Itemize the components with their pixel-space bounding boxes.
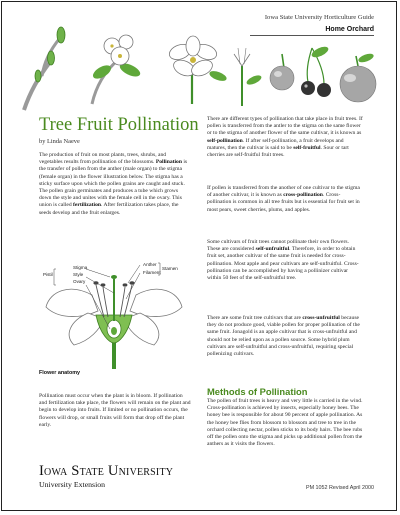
document-page <box>1 1 397 511</box>
apple-icon <box>340 52 376 102</box>
section-heading: Methods of Pollination <box>207 386 308 397</box>
right-paragraph-3: Some cultivars of fruit trees cannot pollinate their own flowers. These are considered self-unfruitful. Therefore, in order to obtain fruit set, another cultivar of the same fruit is needed for cross-pollination. Most apple and pear cultivars are self-unfruitful. Cross-pollination can be accomplished by having a pollinizer cultivar within 50 feet of the self-unfruitful tree. <box>207 239 359 282</box>
label-stamen: Stamen <box>162 266 178 271</box>
petal-fall-icon <box>234 48 263 106</box>
open-flower-icon <box>167 36 228 104</box>
blossom-cluster-icon <box>91 35 142 104</box>
label-pistil: Pistil <box>43 272 53 277</box>
cherry-pair-icon <box>301 45 331 97</box>
university-wordmark: Iowa State University <box>39 463 174 479</box>
right-paragraph-1: There are different types of pollination that take place in fruit trees. If pollen is transferred from the antler to the stigma on the same flower or to the stigma of another flower of the same cultivar, it is known as self-pollination. If after self-pollination, a fruit develops and matures, then the cultivar is said to be self-fruitful. Sour or tart cherries are self-fruitful fruit trees. <box>207 116 363 159</box>
label-style: Style <box>73 272 84 277</box>
right-paragraph-4: There are some fruit tree cultivars that are cross-unfruitful because they do not produce good, viable pollen for proper pollination of the same fruit. Jonagold is an apple cultivar that is cross-unfruitful and should not be relied upon as a pollen source. Some hybrid plum cultivars are self-unfruitful and cross-unfruitful, requiring special pollenizing cultivars. <box>207 315 360 358</box>
left-paragraph-2: Pollination must occur when the plant is in bloom. If pollination and fertilization take place, the flowers will remain on the plant and begin to develop into fruits. If limited or no pollination occurs, the flowers will drop, or small fruits will form that drop off the plant early. <box>39 393 191 428</box>
series-title: Home Orchard <box>325 26 374 33</box>
label-filament: Filament <box>143 270 161 275</box>
right-paragraph-2: If pollen is transferred from the another of one cultivar to the stigma of another cultivar, it is known as cross-pollination. Cross-pollination is common in all tree fruits but is essential for fruit set in most pears, sweet cherries, plums, and apples. <box>207 185 360 213</box>
banner-illustration <box>20 24 380 112</box>
branch-bud-icon <box>24 27 65 110</box>
label-ovary: Ovary <box>73 279 86 284</box>
label-stigma: Stigma <box>73 265 88 270</box>
byline: by Linda Naeve <box>39 138 80 145</box>
flower-diagram-icon <box>46 263 182 369</box>
label-anther: Anther <box>143 262 157 267</box>
right-paragraph-5: The pollen of fruit trees is heavy and very little is carried in the wind. Cross-pollination is achieved by insects, especially honey bees. The honey bee is responsible for about 90 percent of apple pollination. As the honey bee flies from blossom to blossom and tree to tree in the orchard collecting nectar, pollen sticks to its body hairs. The bee rubs off the pollen onto the stigma and picks up additional pollen from the anthers as it visits the flowers. <box>207 398 363 448</box>
guide-title: Iowa State University Horticulture Guide <box>264 14 374 21</box>
extension-label: University Extension <box>39 480 106 489</box>
document-title: Tree Fruit Pollination <box>39 115 199 135</box>
left-paragraph-1: The production of fruit on most plants, trees, shrubs, and vegetables results from pollination of the blossoms. Pollination is the transfer of pollen from the anther (male organ) to the stigma (female organ) in the flower illustration below. The stigma has a sticky surface upon which the pollen grains are caught and stuck. The pollen grain germinates and produces a tube which grows down the style and unites with the female cell in the ovary. This union is called fertilization. After fertilization takes place, the seeds develop and the fruit enlarges. <box>39 152 188 216</box>
publication-number: PM 1052 Revised April 2000 <box>305 485 374 491</box>
flower-anatomy-figure <box>40 259 190 371</box>
figure-caption: Flower anatomy <box>39 370 81 376</box>
young-fruit-icon <box>270 54 294 90</box>
